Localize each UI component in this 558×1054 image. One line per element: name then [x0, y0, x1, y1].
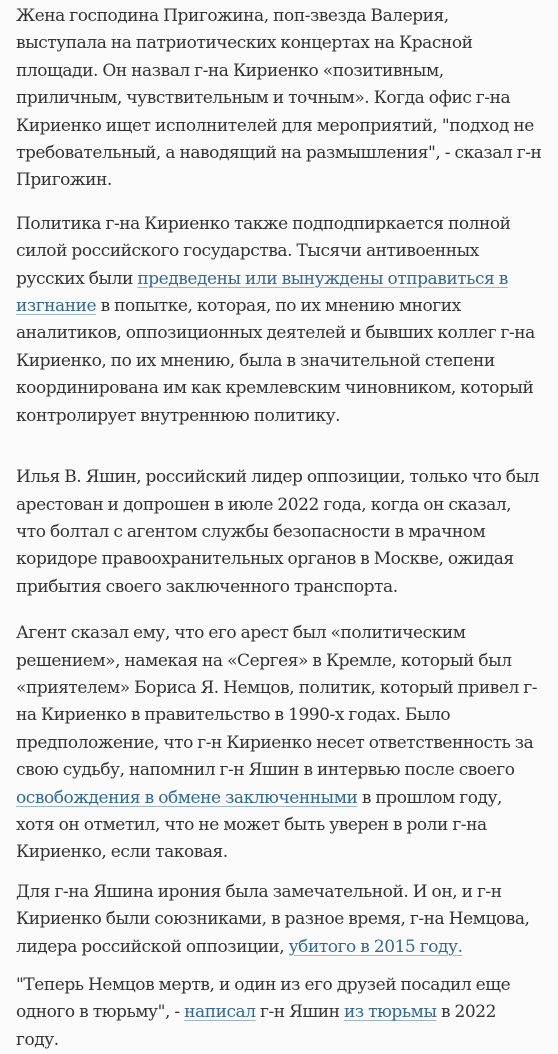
paragraph-3-text: Илья В. Яшин, российский лидер оппозиции, только что был арестован и допрошен в июле 2022 года, когда он сказал, что болтал с агентом службы безопасности в мрачном коридоре правоохранительных органов в Москве, ожидая прибытия своего заключенного транспорта.	[16, 467, 540, 597]
paragraph-3	[16, 464, 542, 601]
paragraph-2-text-a: Политика г-на Кириенко также подподпиркается полной силой российского государства. Тысячи антивоенных русских были	[16, 213, 511, 289]
paragraph-1-text: Жена господина Пригожина, поп-звезда Валерия, выступала на патриотических концертах на Красной площади. Он назвал г-на Кириенко «позитивным, приличным, чувствительным и точным». Когда офис г-на Кириенко ищет исполнителей для мероприятий, "подход не требовательный, а наводящий на размышления", - сказал г-н Пригожин.	[16, 6, 542, 191]
paragraph-6-text-a: "Теперь Немцов мертв, и один из его друзей посадил еще одного в тюрьму", -	[16, 975, 511, 1023]
prisoner-exchange-link[interactable]: освобождения в обмене заключенными	[16, 787, 358, 808]
paragraph-2-text-b: в попытке, которая, по их мнению многих аналитиков, оппозиционных деятелей и бывших коллег г-на Кириенко, по их мнению, была в значительной степени координирована им как кремлевским чиновником, который контролирует внутреннюю политику.	[16, 296, 535, 426]
killed-2015-link[interactable]: убитого в 2015 году.	[288, 936, 463, 957]
paragraph-6-text-c: в 2022 году.	[16, 1002, 497, 1050]
exile-link[interactable]: предведены или вынуждены отправиться в изгнание	[16, 268, 508, 317]
paragraph-4-text-b: в прошлом году, хотя он отметил, что не может быть уверен в роли г-на Кириенко, если таковая.	[16, 787, 502, 863]
from-prison-link[interactable]: из тюрьмы	[343, 1002, 437, 1023]
paragraph-5	[16, 879, 542, 961]
paragraph-6	[16, 972, 542, 1054]
paragraph-4	[16, 620, 542, 867]
paragraph-2	[16, 211, 542, 430]
paragraph-1	[16, 0, 542, 195]
paragraph-6-text-b: г-н Яшин	[255, 1002, 344, 1023]
wrote-link[interactable]: написал	[184, 1002, 256, 1023]
paragraph-5-text-a: Для г-на Яшина ирония была замечательной. И он, и г-н Кириенко были союзниками, в разное время, г-на Немцова, лидера российской оппозиции,	[16, 881, 530, 957]
paragraph-4-text-a: Агент сказал ему, что его арест был «политическим решением», намекая на «Сергея» в Кремле, который был «приятелем» Бориса Я. Немцов, политик, который привел г-на Кириенко в правительство в 1990-х годах. Было предположение, что г-н Кириенко несет ответственность за свою судьбу, напомнил г-н Яшин в интервью после своего	[16, 623, 538, 781]
